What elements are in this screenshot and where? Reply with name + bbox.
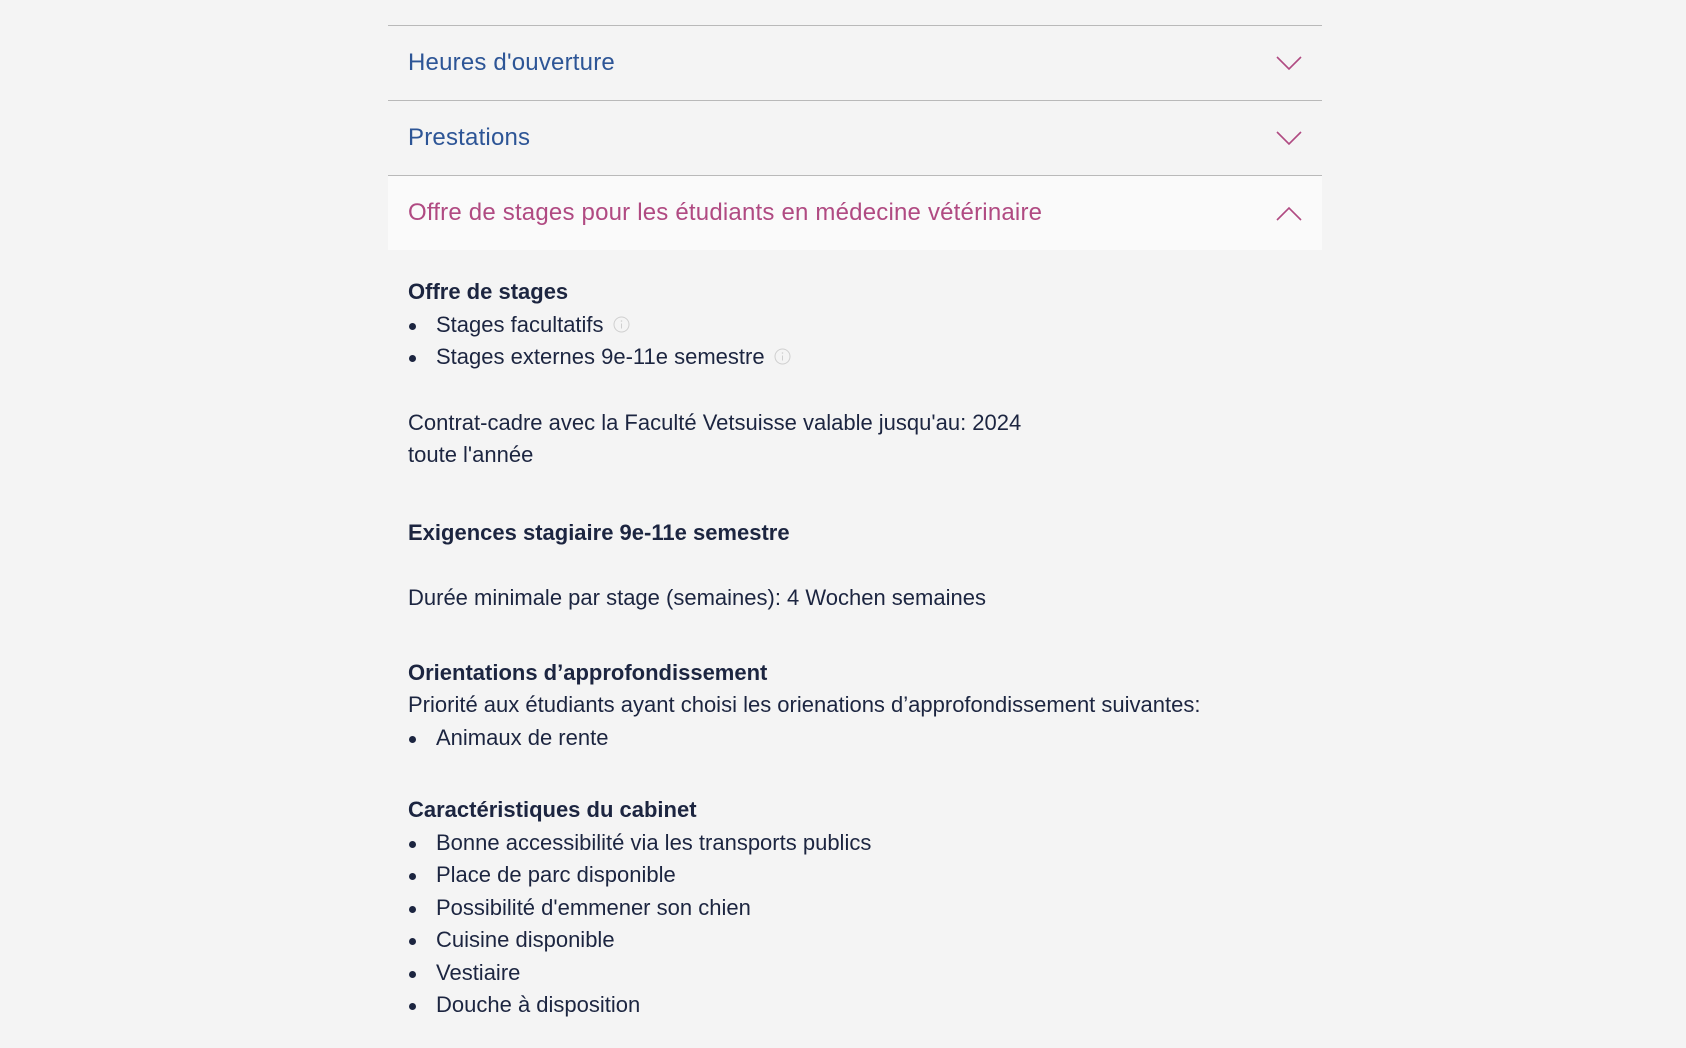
chevron-down-icon[interactable] xyxy=(1275,54,1303,72)
list-item-label: Animaux de rente xyxy=(436,724,609,750)
list-item xyxy=(408,957,1302,990)
list-item-label: Stages facultatifs xyxy=(436,311,604,337)
accordion-header-label: Offre de stages pour les étudiants en médecine vétérinaire xyxy=(408,199,1043,226)
min-duration-text: Durée minimale par stage (semaines): 4 Wochen semaines xyxy=(408,585,986,610)
info-icon[interactable] xyxy=(613,310,630,327)
caracteristiques-list xyxy=(408,827,1302,1022)
section-title-caracteristiques: Caractéristiques du cabinet xyxy=(408,797,697,822)
section-title-offre: Offre de stages xyxy=(408,279,569,304)
accordion-header-opening-hours[interactable] xyxy=(388,25,1322,100)
list-item xyxy=(408,309,1302,342)
list-item xyxy=(408,827,1302,860)
list-item-label: Place de parc disponible xyxy=(436,862,676,887)
orientations-list xyxy=(408,722,1302,755)
accordion-panel-internships xyxy=(388,250,1322,1022)
orientations-intro: Priorité aux étudiants ayant choisi les orienations d’approfondissement suivantes: xyxy=(408,692,1201,717)
accordion-header-internships[interactable] xyxy=(388,175,1322,250)
list-item xyxy=(408,859,1302,892)
list-item-label: Possibilité d'emmener son chien xyxy=(436,894,751,920)
section-title-orientations: Orientations d’approfondissement xyxy=(408,659,768,685)
list-item-label: Bonne accessibilité via les transports publics xyxy=(436,829,872,855)
chevron-up-icon[interactable] xyxy=(1275,204,1303,222)
list-item xyxy=(408,892,1302,925)
list-item-label: Cuisine disponible xyxy=(436,927,615,952)
offre-list xyxy=(408,309,1302,374)
accordion xyxy=(388,25,1322,1022)
list-item xyxy=(408,924,1302,957)
accordion-header-services[interactable] xyxy=(388,100,1322,175)
period-text: toute l'année xyxy=(408,442,534,467)
section-title-exigences: Exigences stagiaire 9e-11e semestre xyxy=(408,519,790,545)
contract-validity: Contrat-cadre avec la Faculté Vetsuisse valable jusqu'au: 2024 xyxy=(408,409,1022,435)
chevron-down-icon[interactable] xyxy=(1275,129,1303,147)
accordion-header-label: Prestations xyxy=(408,124,531,151)
list-item-label: Stages externes 9e-11e semestre xyxy=(436,344,765,369)
info-icon[interactable] xyxy=(774,342,791,359)
list-item-label: Vestiaire xyxy=(436,959,521,985)
accordion-header-label: Heures d'ouverture xyxy=(408,49,615,76)
list-item xyxy=(408,722,1302,755)
list-item xyxy=(408,989,1302,1022)
list-item xyxy=(408,341,1302,374)
list-item-label: Douche à disposition xyxy=(436,992,641,1017)
